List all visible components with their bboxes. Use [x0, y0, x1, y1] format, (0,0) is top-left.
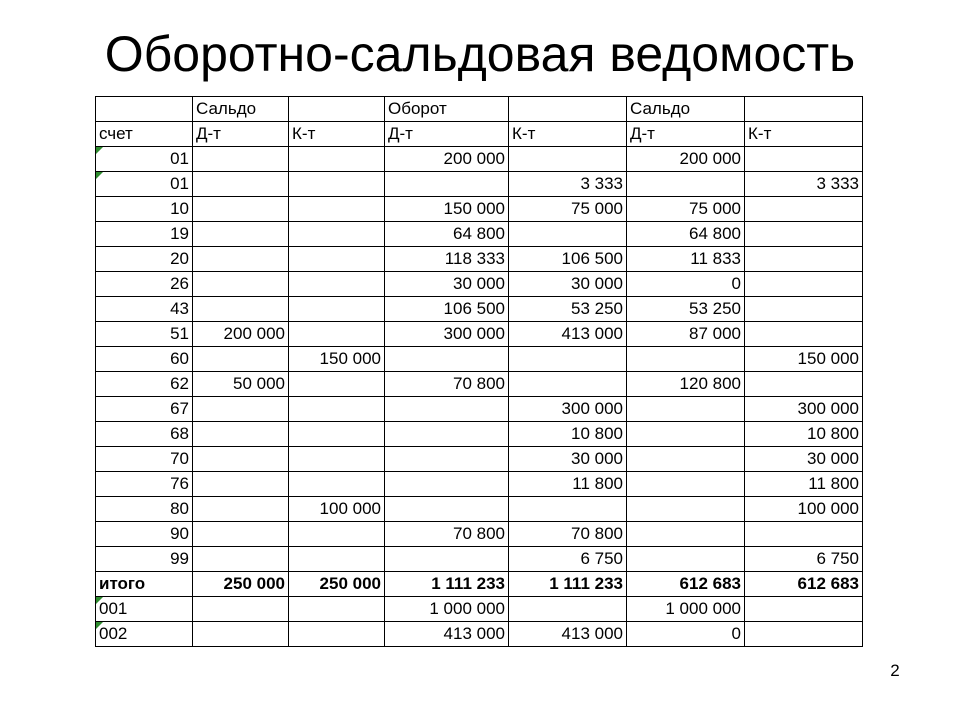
amount-cell[interactable] [509, 347, 627, 372]
amount-cell[interactable]: 106 500 [385, 297, 509, 322]
account-cell[interactable]: 68 [96, 422, 193, 447]
amount-cell[interactable] [289, 172, 385, 197]
amount-cell[interactable]: 150 000 [289, 347, 385, 372]
amount-cell[interactable] [385, 497, 509, 522]
amount-cell[interactable] [385, 347, 509, 372]
amount-cell[interactable] [509, 147, 627, 172]
account-cell[interactable]: 01 [96, 172, 193, 197]
group-header-cell[interactable]: Оборот [385, 97, 509, 122]
amount-cell[interactable] [193, 447, 289, 472]
amount-cell[interactable] [289, 522, 385, 547]
account-cell[interactable]: 80 [96, 497, 193, 522]
amount-cell[interactable]: 30 000 [385, 272, 509, 297]
table-row [96, 247, 863, 272]
amount-cell[interactable] [745, 197, 863, 222]
amount-cell[interactable] [193, 397, 289, 422]
amount-cell[interactable]: 6 750 [745, 547, 863, 572]
table-row [96, 372, 863, 397]
amount-cell[interactable] [289, 147, 385, 172]
amount-cell[interactable]: 250 000 [289, 572, 385, 597]
amount-cell[interactable]: 30 000 [745, 447, 863, 472]
amount-cell[interactable] [509, 497, 627, 522]
amount-cell[interactable]: 70 800 [509, 522, 627, 547]
total-row [96, 572, 863, 597]
amount-cell[interactable]: 0 [627, 272, 745, 297]
amount-cell[interactable] [627, 472, 745, 497]
table-row [96, 597, 863, 622]
amount-cell[interactable]: 1 111 233 [385, 572, 509, 597]
amount-cell[interactable] [289, 247, 385, 272]
amount-cell[interactable] [289, 597, 385, 622]
column-header-cell[interactable]: К-т [289, 122, 385, 147]
table-body [96, 97, 863, 647]
amount-cell[interactable] [289, 197, 385, 222]
amount-cell[interactable] [745, 272, 863, 297]
page-number: 2 [890, 661, 900, 680]
amount-cell[interactable] [745, 247, 863, 272]
table-row [96, 397, 863, 422]
amount-cell[interactable] [193, 147, 289, 172]
amount-cell[interactable] [385, 472, 509, 497]
amount-cell[interactable]: 30 000 [509, 447, 627, 472]
amount-cell[interactable] [193, 522, 289, 547]
amount-cell[interactable]: 50 000 [193, 372, 289, 397]
amount-cell[interactable]: 53 250 [627, 297, 745, 322]
amount-cell[interactable]: 250 000 [193, 572, 289, 597]
amount-cell[interactable]: 200 000 [627, 147, 745, 172]
amount-cell[interactable]: 3 333 [509, 172, 627, 197]
group-header-cell[interactable] [745, 97, 863, 122]
amount-cell[interactable]: 1 000 000 [627, 597, 745, 622]
amount-cell[interactable] [627, 397, 745, 422]
amount-cell[interactable]: 64 800 [385, 222, 509, 247]
account-cell[interactable]: 60 [96, 347, 193, 372]
table-row [96, 547, 863, 572]
table-row [96, 472, 863, 497]
column-header-cell[interactable]: К-т [745, 122, 863, 147]
amount-cell[interactable]: 118 333 [385, 247, 509, 272]
table-row [96, 622, 863, 647]
amount-cell[interactable]: 120 800 [627, 372, 745, 397]
amount-cell[interactable] [289, 422, 385, 447]
account-cell[interactable]: 19 [96, 222, 193, 247]
amount-cell[interactable] [193, 272, 289, 297]
amount-cell[interactable] [193, 472, 289, 497]
account-cell[interactable]: 76 [96, 472, 193, 497]
column-header-cell[interactable]: Д-т [193, 122, 289, 147]
table-row [96, 272, 863, 297]
slide-title: Оборотно-сальдовая ведомость [104, 26, 856, 82]
amount-cell[interactable] [193, 297, 289, 322]
amount-cell[interactable] [193, 497, 289, 522]
amount-cell[interactable] [745, 597, 863, 622]
amount-cell[interactable]: 70 800 [385, 522, 509, 547]
account-cell[interactable]: 001 [96, 597, 193, 622]
column-header-row [96, 122, 863, 147]
account-cell[interactable]: 10 [96, 197, 193, 222]
amount-cell[interactable]: 106 500 [509, 247, 627, 272]
account-cell[interactable]: 43 [96, 297, 193, 322]
account-cell[interactable]: 51 [96, 322, 193, 347]
amount-cell[interactable] [289, 372, 385, 397]
account-cell[interactable]: 99 [96, 547, 193, 572]
amount-cell[interactable] [289, 622, 385, 647]
amount-cell[interactable] [289, 272, 385, 297]
account-cell[interactable]: 002 [96, 622, 193, 647]
table-row [96, 422, 863, 447]
table-row [96, 347, 863, 372]
column-header-cell[interactable]: Д-т [627, 122, 745, 147]
account-cell[interactable]: 67 [96, 397, 193, 422]
table-row [96, 522, 863, 547]
amount-cell[interactable] [745, 222, 863, 247]
amount-cell[interactable]: 75 000 [627, 197, 745, 222]
amount-cell[interactable] [193, 247, 289, 272]
amount-cell[interactable]: 413 000 [385, 622, 509, 647]
account-cell[interactable]: 90 [96, 522, 193, 547]
amount-cell[interactable] [193, 422, 289, 447]
amount-cell[interactable] [193, 347, 289, 372]
amount-cell[interactable]: 87 000 [627, 322, 745, 347]
account-cell[interactable]: 26 [96, 272, 193, 297]
account-cell[interactable]: 62 [96, 372, 193, 397]
column-header-cell[interactable]: К-т [509, 122, 627, 147]
amount-cell[interactable]: 11 800 [745, 472, 863, 497]
amount-cell[interactable] [193, 547, 289, 572]
table-row [96, 197, 863, 222]
amount-cell[interactable] [289, 447, 385, 472]
amount-cell[interactable]: 413 000 [509, 622, 627, 647]
amount-cell[interactable]: 300 000 [745, 397, 863, 422]
amount-cell[interactable]: 200 000 [193, 322, 289, 347]
amount-cell[interactable] [627, 447, 745, 472]
amount-cell[interactable]: 11 833 [627, 247, 745, 272]
table-row [96, 222, 863, 247]
account-cell[interactable]: итого [96, 572, 193, 597]
amount-cell[interactable]: 1 000 000 [385, 597, 509, 622]
amount-cell[interactable]: 612 683 [745, 572, 863, 597]
amount-cell[interactable] [289, 472, 385, 497]
group-header-cell[interactable]: Сальдо [193, 97, 289, 122]
amount-cell[interactable] [193, 597, 289, 622]
amount-cell[interactable]: 11 800 [509, 472, 627, 497]
account-cell[interactable]: 20 [96, 247, 193, 272]
amount-cell[interactable] [745, 322, 863, 347]
group-header-cell[interactable]: Сальдо [627, 97, 745, 122]
amount-cell[interactable]: 100 000 [745, 497, 863, 522]
amount-cell[interactable]: 6 750 [509, 547, 627, 572]
group-header-cell[interactable] [96, 97, 193, 122]
amount-cell[interactable] [385, 422, 509, 447]
amount-cell[interactable]: 75 000 [509, 197, 627, 222]
amount-cell[interactable]: 70 800 [385, 372, 509, 397]
amount-cell[interactable]: 413 000 [509, 322, 627, 347]
amount-cell[interactable]: 64 800 [627, 222, 745, 247]
amount-cell[interactable]: 300 000 [385, 322, 509, 347]
amount-cell[interactable] [745, 622, 863, 647]
amount-cell[interactable] [385, 397, 509, 422]
amount-cell[interactable] [289, 397, 385, 422]
amount-cell[interactable] [627, 347, 745, 372]
column-header-cell[interactable]: счет [96, 122, 193, 147]
amount-cell[interactable]: 10 800 [745, 422, 863, 447]
column-header-cell[interactable]: Д-т [385, 122, 509, 147]
amount-cell[interactable] [385, 547, 509, 572]
amount-cell[interactable] [627, 547, 745, 572]
amount-cell[interactable] [193, 222, 289, 247]
amount-cell[interactable] [627, 497, 745, 522]
amount-cell[interactable] [193, 622, 289, 647]
amount-cell[interactable] [289, 222, 385, 247]
amount-cell[interactable] [627, 522, 745, 547]
account-cell[interactable]: 01 [96, 147, 193, 172]
amount-cell[interactable] [627, 422, 745, 447]
table-row [96, 447, 863, 472]
amount-cell[interactable]: 612 683 [627, 572, 745, 597]
group-header-cell[interactable] [509, 97, 627, 122]
amount-cell[interactable]: 100 000 [289, 497, 385, 522]
amount-cell[interactable] [509, 222, 627, 247]
table-row [96, 497, 863, 522]
amount-cell[interactable]: 150 000 [385, 197, 509, 222]
amount-cell[interactable]: 0 [627, 622, 745, 647]
amount-cell[interactable]: 150 000 [745, 347, 863, 372]
amount-cell[interactable] [289, 547, 385, 572]
amount-cell[interactable] [745, 147, 863, 172]
amount-cell[interactable]: 1 111 233 [509, 572, 627, 597]
amount-cell[interactable] [289, 322, 385, 347]
amount-cell[interactable] [509, 372, 627, 397]
amount-cell[interactable]: 3 333 [745, 172, 863, 197]
amount-cell[interactable] [385, 172, 509, 197]
group-header-row [96, 97, 863, 122]
amount-cell[interactable] [193, 197, 289, 222]
amount-cell[interactable]: 200 000 [385, 147, 509, 172]
amount-cell[interactable] [745, 522, 863, 547]
amount-cell[interactable] [289, 297, 385, 322]
amount-cell[interactable]: 300 000 [509, 397, 627, 422]
amount-cell[interactable] [745, 297, 863, 322]
amount-cell[interactable]: 10 800 [509, 422, 627, 447]
amount-cell[interactable]: 53 250 [509, 297, 627, 322]
amount-cell[interactable] [627, 172, 745, 197]
table-row [96, 147, 863, 172]
amount-cell[interactable]: 30 000 [509, 272, 627, 297]
table-row [96, 172, 863, 197]
amount-cell[interactable] [193, 172, 289, 197]
table-row [96, 322, 863, 347]
amount-cell[interactable] [509, 597, 627, 622]
group-header-cell[interactable] [289, 97, 385, 122]
turnover-balance-table [95, 96, 863, 647]
amount-cell[interactable] [745, 372, 863, 397]
table-row [96, 297, 863, 322]
amount-cell[interactable] [385, 447, 509, 472]
account-cell[interactable]: 70 [96, 447, 193, 472]
